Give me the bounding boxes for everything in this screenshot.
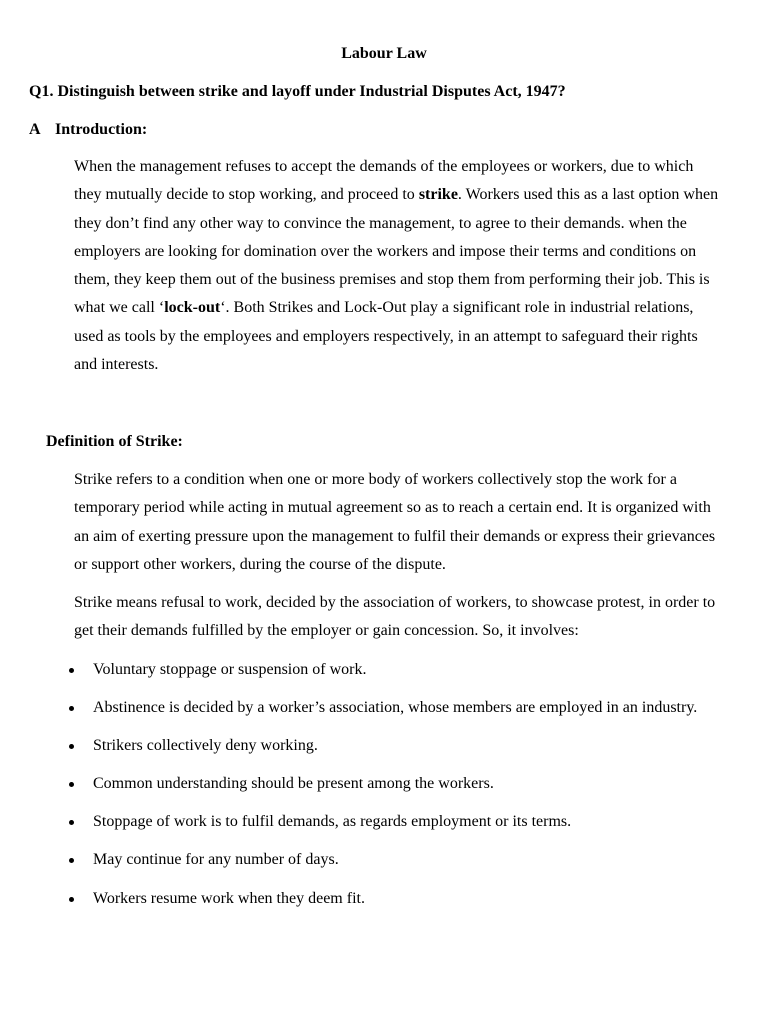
document-title: Labour Law xyxy=(341,45,427,62)
list-item xyxy=(0,732,768,760)
list-item-text: Voluntary stoppage or suspension of work. xyxy=(93,661,367,678)
list-item xyxy=(0,770,768,798)
section-title: Introduction: xyxy=(55,121,148,138)
list-item-text: Strikers collectively deny working. xyxy=(93,737,318,755)
intro-text-3: ‘. Both Strikes and Lock-Out play a significant role in industrial relations, used as tools by the employees and employers respectively, in an attempt to safeguard their rights and interests. xyxy=(74,299,698,374)
list-item xyxy=(0,656,768,684)
list-item-text: Workers resume work when they deem fit. xyxy=(93,889,365,907)
bullet-icon xyxy=(69,897,74,902)
list-item-text: Common understanding should be present among the workers. xyxy=(93,775,494,793)
bullet-icon xyxy=(69,668,74,673)
intro-bold-strike: strike xyxy=(418,186,458,204)
question-heading: Q1. Distinguish between strike and layoff under Industrial Disputes Act, 1947? xyxy=(29,83,566,100)
intro-text-1: When the management refuses to accept the demands of the employees or workers, due to which they mutually decide to stop working, and proceed to xyxy=(74,158,694,204)
definition-paragraph-1: Strike refers to a condition when one or more body of workers collectively stop the work for a temporary period while acting in mutual agreement so as to reach a certain end. It is organized with an aim of exerting pressure upon the management to fulfil their demands or express their grievances or support other workers, during the course of the dispute. xyxy=(74,471,716,573)
bullet-icon xyxy=(69,782,74,787)
intro-text-2: . Workers used this as a last option when they don’t find any other way to convince the management, to agree to their demands. when the employers are looking for domination over the workers and impose their terms and conditions on them, they keep them out of the business premises and stop them from performing their job. This is what we call ‘ xyxy=(74,186,719,317)
list-item-text: May continue for any number of days. xyxy=(93,851,339,869)
list-item-text: Stoppage of work is to fulfil demands, as regards employment or its terms. xyxy=(93,813,572,831)
intro-bold-lockout: lock-out xyxy=(164,299,221,317)
section-heading xyxy=(29,120,147,140)
bullet-icon xyxy=(69,744,74,749)
bullet-icon xyxy=(69,706,74,711)
intro-paragraph xyxy=(74,153,724,379)
definition-subheading: Definition of Strike: xyxy=(46,433,183,450)
definition-paragraph-2: Strike means refusal to work, decided by the association of workers, to showcase protest, in order to get their demands fulfilled by the employer or gain concession. So, it involves: xyxy=(74,594,716,640)
list-item xyxy=(0,846,768,874)
strike-features-list xyxy=(0,656,768,923)
bullet-icon xyxy=(69,858,74,863)
list-item xyxy=(0,808,768,836)
list-item xyxy=(0,694,768,722)
list-item xyxy=(0,885,768,913)
list-item-text: Abstinence is decided by a worker’s association, whose members are employed in an industry. xyxy=(93,699,698,717)
section-letter: A xyxy=(29,121,41,138)
bullet-icon xyxy=(69,820,74,825)
